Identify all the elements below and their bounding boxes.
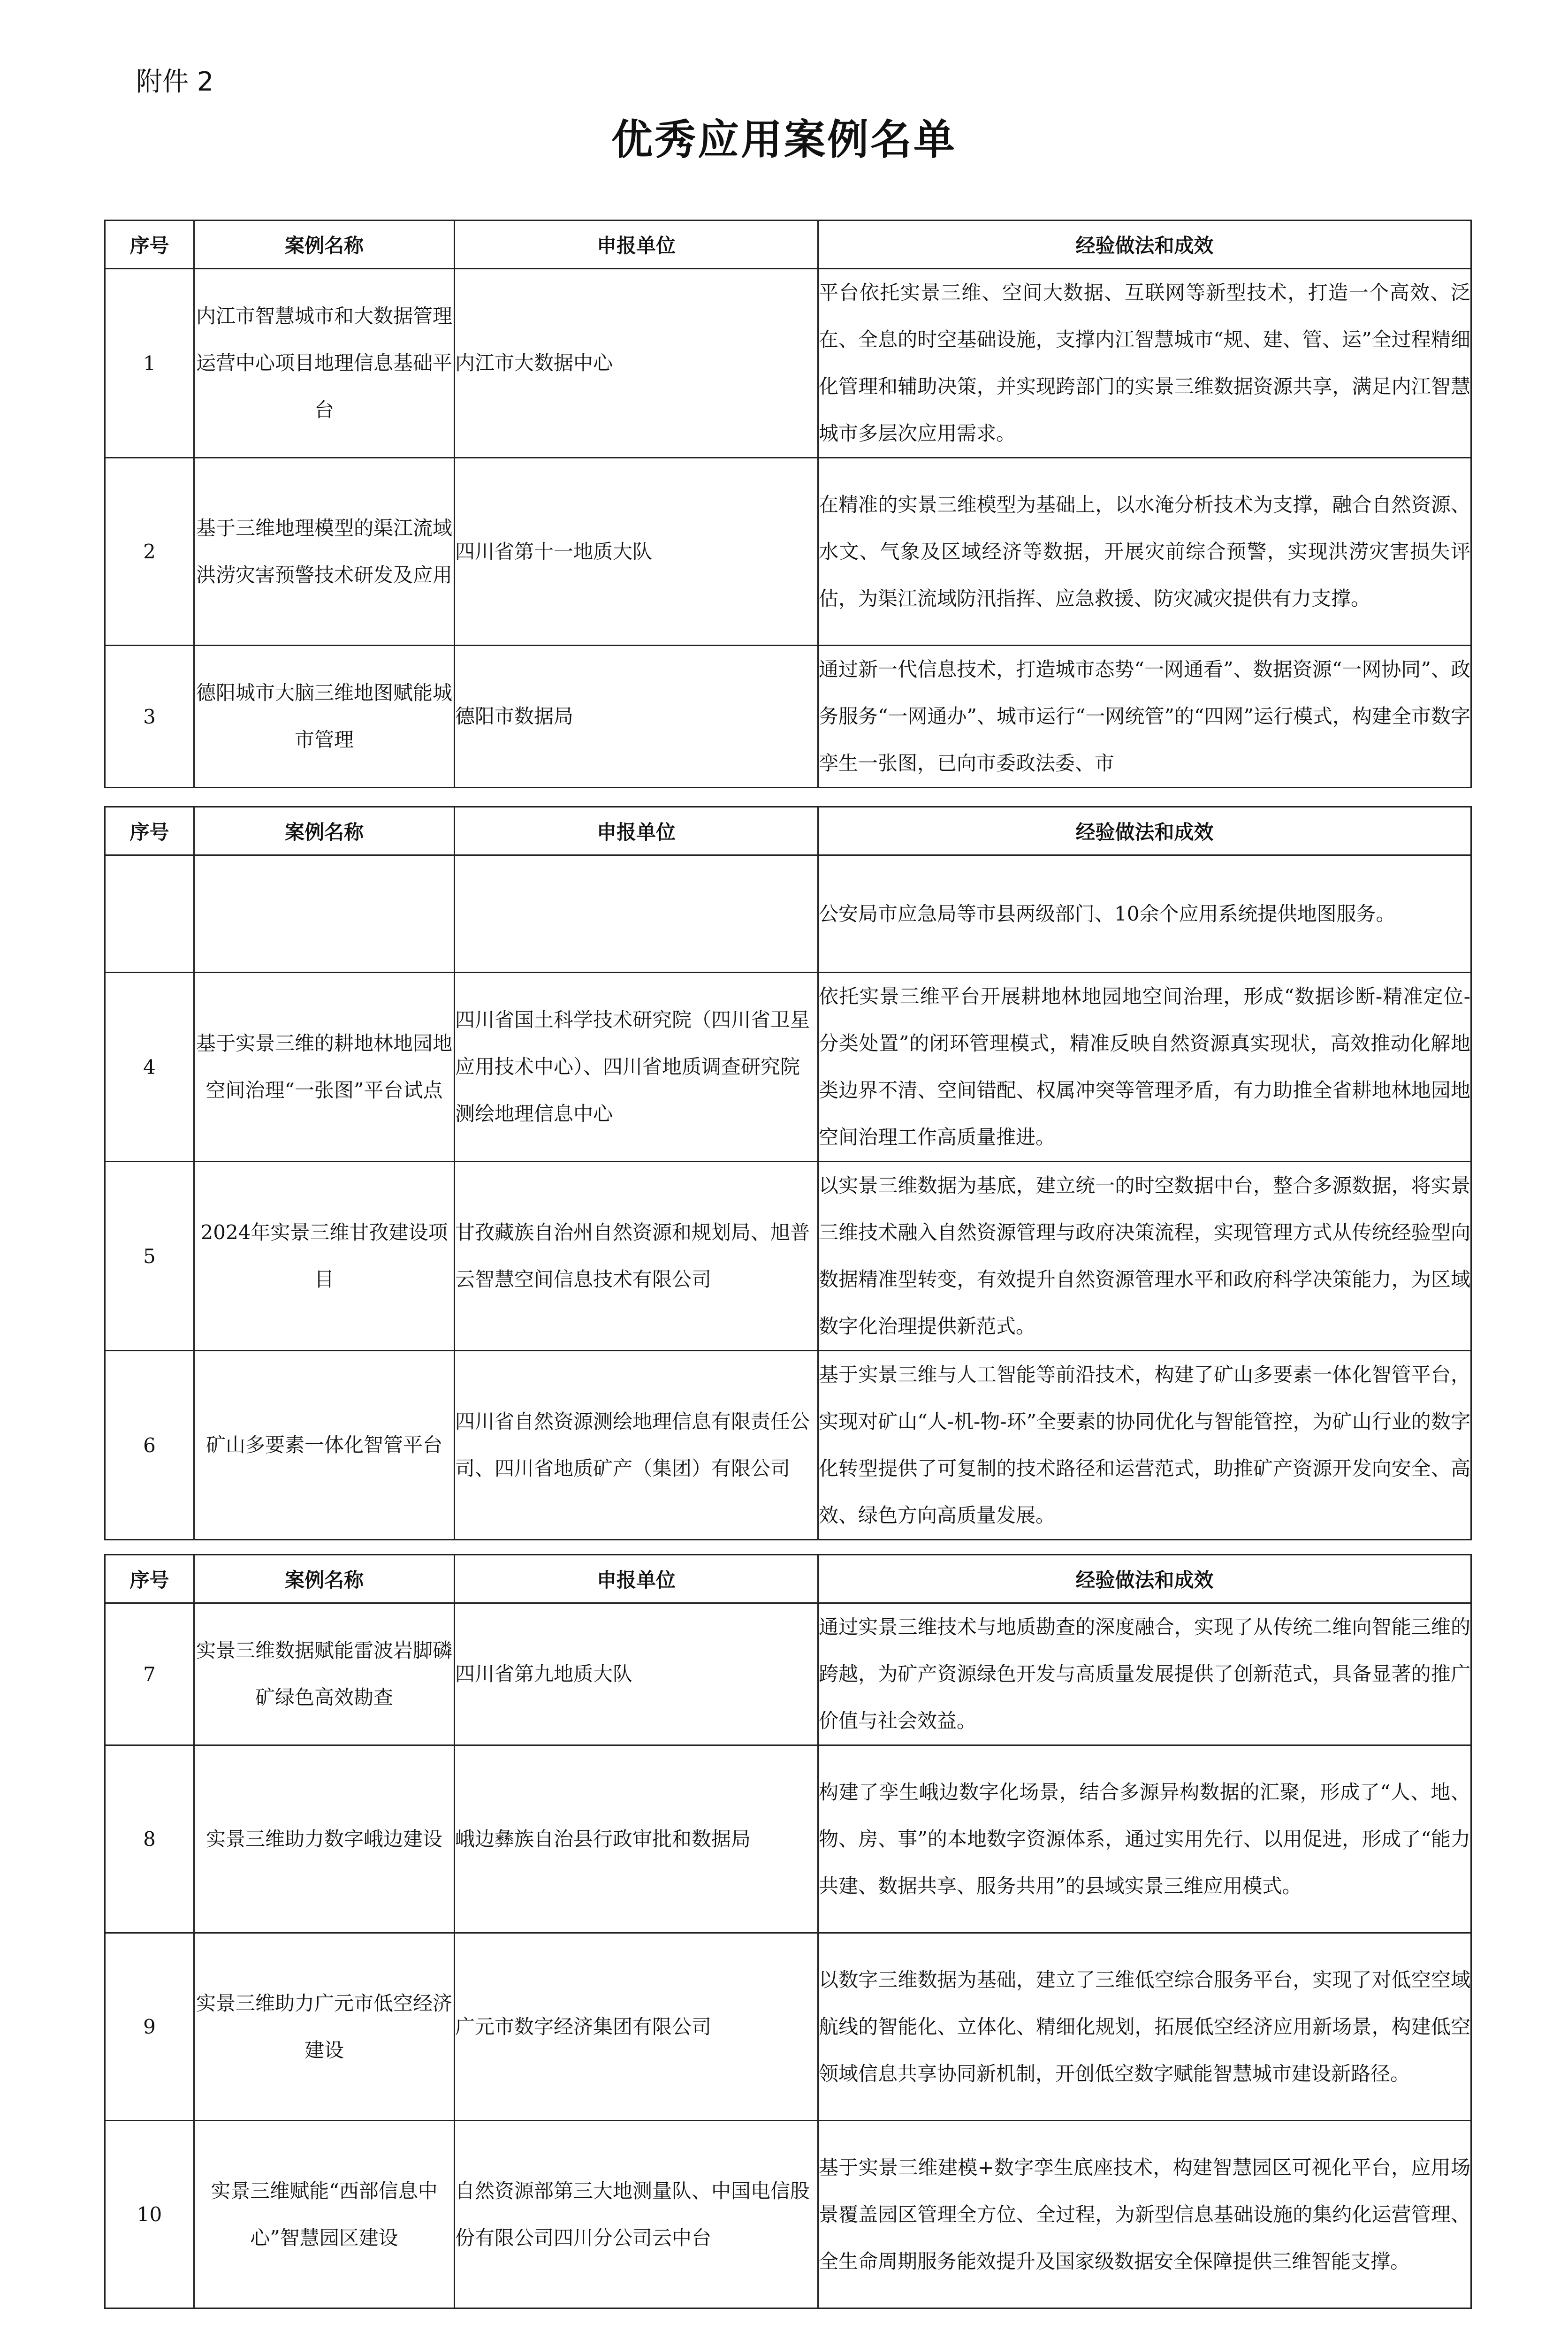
header-unit: 申报单位	[455, 1555, 818, 1603]
case-experience: 通过新一代信息技术，打造城市态势“一网通看”、数据资源“一网协同”、政务服务“一网通办”、城市运行“一网统管”的“四网”运行模式，构建全市数字孪生一张图，已向市委政法委、市	[818, 646, 1471, 788]
case-no: 2	[105, 458, 194, 646]
table-row	[105, 1603, 1471, 1745]
attachment-label: 附件 2	[136, 67, 214, 97]
case-experience: 构建了孪生峨边数字化场景，结合多源异构数据的汇聚，形成了“人、地、物、房、事”的本地数字资源体系，通过实用先行、以用促进，形成了“能力共建、数据共享、服务共用”的县域实景三维应用模式。	[818, 1745, 1471, 1933]
case-table	[104, 806, 1472, 1540]
case-no: 7	[105, 1603, 194, 1745]
case-no: 9	[105, 1933, 194, 2121]
case-experience: 基于实景三维建模+数字孪生底座技术，构建智慧园区可视化平台，应用场景覆盖园区管理全方位、全过程，为新型信息基础设施的集约化运营管理、全生命周期服务能效提升及国家级数据安全保障提供三维智能支撑。	[818, 2121, 1471, 2308]
case-no: 1	[105, 269, 194, 458]
table-row	[105, 855, 1471, 973]
case-no: 10	[105, 2121, 194, 2308]
case-table	[104, 220, 1472, 788]
case-experience: 在精准的实景三维模型为基础上，以水淹分析技术为支撑，融合自然资源、水文、气象及区域经济等数据，开展灾前综合预警，实现洪涝灾害损失评估，为渠江流域防汛指挥、应急救援、防灾减灾提供有力支撑。	[818, 458, 1471, 646]
case-name: 实景三维助力数字峨边建设	[194, 1745, 455, 1933]
case-name: 实景三维数据赋能雷波岩脚磷矿绿色高效勘查	[194, 1603, 455, 1745]
header-unit: 申报单位	[455, 807, 818, 855]
case-name: 基于三维地理模型的渠江流域洪涝灾害预警技术研发及应用	[194, 458, 455, 646]
case-experience: 以实景三维数据为基底，建立统一的时空数据中台，整合多源数据，将实景三维技术融入自然资源管理与政府决策流程，实现管理方式从传统经验型向数据精准型转变，有效提升自然资源管理水平和政府科学决策能力，为区域数字化治理提供新范式。	[818, 1162, 1471, 1351]
case-experience: 平台依托实景三维、空间大数据、互联网等新型技术，打造一个高效、泛在、全息的时空基础设施，支撑内江智慧城市“规、建、管、运”全过程精细化管理和辅助决策，并实现跨部门的实景三维数据资源共享，满足内江智慧城市多层次应用需求。	[818, 269, 1471, 458]
case-unit: 四川省国土科学技术研究院（四川省卫星应用技术中心）、四川省地质调查研究院测绘地理信息中心	[455, 973, 818, 1162]
case-table	[104, 1554, 1472, 2309]
case-unit: 甘孜藏族自治州自然资源和规划局、旭普云智慧空间信息技术有限公司	[455, 1162, 818, 1351]
case-name: 德阳城市大脑三维地图赋能城市管理	[194, 646, 455, 788]
header-case-name: 案例名称	[194, 807, 455, 855]
case-experience: 依托实景三维平台开展耕地林地园地空间治理，形成“数据诊断-精准定位-分类处置”的闭环管理模式，精准反映自然资源真实现状，高效推动化解地类边界不清、空间错配、权属冲突等管理矛盾，有力助推全省耕地林地园地空间治理工作高质量推进。	[818, 973, 1471, 1162]
case-name: 实景三维赋能“西部信息中心”智慧园区建设	[194, 2121, 455, 2308]
case-experience: 以数字三维数据为基础，建立了三维低空综合服务平台，实现了对低空空域航线的智能化、立体化、精细化规划，拓展低空经济应用新场景，构建低空领域信息共享协同新机制，开创低空数字赋能智慧城市建设新路径。	[818, 1933, 1471, 2121]
table-row	[105, 269, 1471, 458]
header-unit: 申报单位	[455, 221, 818, 269]
case-unit: 自然资源部第三大地测量队、中国电信股份有限公司四川分公司云中台	[455, 2121, 818, 2308]
table-header-row	[105, 1555, 1471, 1603]
header-experience: 经验做法和成效	[818, 807, 1471, 855]
table-row	[105, 1162, 1471, 1351]
header-no: 序号	[105, 807, 194, 855]
case-name: 2024年实景三维甘孜建设项目	[194, 1162, 455, 1351]
case-experience: 基于实景三维与人工智能等前沿技术，构建了矿山多要素一体化智管平台，实现对矿山“人-机-物-环”全要素的协同优化与智能管控，为矿山行业的数字化转型提供了可复制的技术路径和运营范式，助推矿产资源开发向安全、高效、绿色方向高质量发展。	[818, 1351, 1471, 1540]
case-unit: 内江市大数据中心	[455, 269, 818, 458]
table-header-row	[105, 221, 1471, 269]
case-no: 4	[105, 973, 194, 1162]
case-experience: 通过实景三维技术与地质勘查的深度融合，实现了从传统二维向智能三维的跨越，为矿产资源绿色开发与高质量发展提供了创新范式，具备显著的推广价值与社会效益。	[818, 1603, 1471, 1745]
header-experience: 经验做法和成效	[818, 1555, 1471, 1603]
table-row	[105, 1745, 1471, 1933]
case-experience: 公安局市应急局等市县两级部门、10余个应用系统提供地图服务。	[818, 855, 1471, 973]
case-name: 实景三维助力广元市低空经济建设	[194, 1933, 455, 2121]
case-unit: 四川省第九地质大队	[455, 1603, 818, 1745]
case-unit: 广元市数字经济集团有限公司	[455, 1933, 818, 2121]
case-unit: 四川省第十一地质大队	[455, 458, 818, 646]
table-row	[105, 973, 1471, 1162]
table-row	[105, 1351, 1471, 1540]
table-row	[105, 458, 1471, 646]
header-no: 序号	[105, 1555, 194, 1603]
case-unit: 四川省自然资源测绘地理信息有限责任公司、四川省地质矿产（集团）有限公司	[455, 1351, 818, 1540]
case-name: 矿山多要素一体化智管平台	[194, 1351, 455, 1540]
case-no: 5	[105, 1162, 194, 1351]
header-no: 序号	[105, 221, 194, 269]
header-experience: 经验做法和成效	[818, 221, 1471, 269]
header-case-name: 案例名称	[194, 221, 455, 269]
case-name: 内江市智慧城市和大数据管理运营中心项目地理信息基础平台	[194, 269, 455, 458]
table-row	[105, 1933, 1471, 2121]
case-no: 8	[105, 1745, 194, 1933]
case-no: 6	[105, 1351, 194, 1540]
header-case-name: 案例名称	[194, 1555, 455, 1603]
document-title: 优秀应用案例名单	[611, 115, 957, 164]
case-unit: 峨边彝族自治县行政审批和数据局	[455, 1745, 818, 1933]
table-row	[105, 646, 1471, 788]
case-name: 基于实景三维的耕地林地园地空间治理“一张图”平台试点	[194, 973, 455, 1162]
case-unit: 德阳市数据局	[455, 646, 818, 788]
table-header-row	[105, 807, 1471, 855]
case-no: 3	[105, 646, 194, 788]
table-row	[105, 2121, 1471, 2308]
